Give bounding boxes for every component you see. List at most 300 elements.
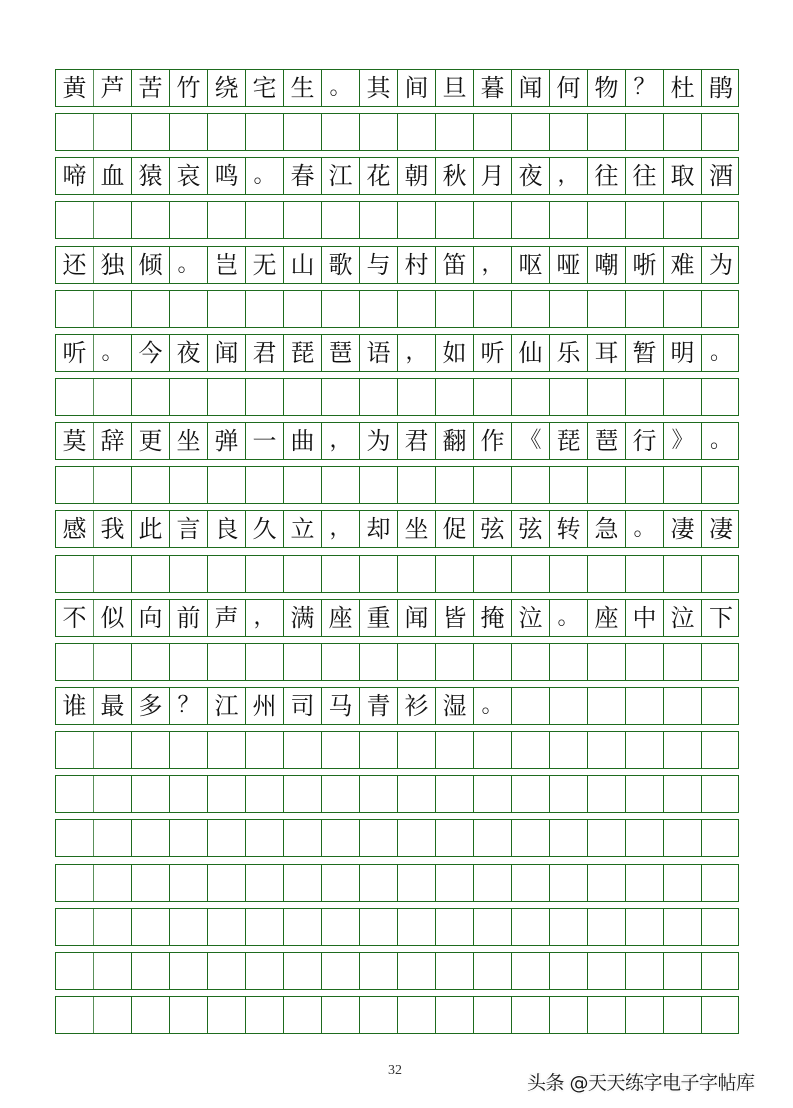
practice-cell [512,114,550,150]
character-cell: 琶 [322,335,360,371]
character-cell: 满 [284,600,322,636]
practice-cell [664,820,702,856]
practice-cell [550,865,588,901]
practice-cell [702,379,740,415]
practice-cell [550,909,588,945]
character-cell: 往 [626,158,664,194]
practice-cell [246,467,284,503]
practice-cell [626,997,664,1033]
practice-cell [436,953,474,989]
practice-cell [170,114,208,150]
character-cell: 泣 [512,600,550,636]
blank-practice-row [55,775,739,813]
character-cell: 乐 [550,335,588,371]
character-cell: 却 [360,511,398,547]
character-cell: 座 [322,600,360,636]
practice-cell [436,865,474,901]
practice-cell [588,114,626,150]
practice-cell [208,291,246,327]
practice-cell [284,997,322,1033]
practice-cell [208,776,246,812]
character-cell: 猿 [132,158,170,194]
practice-cell [246,820,284,856]
character-cell: 凄 [664,511,702,547]
practice-cell [588,953,626,989]
practice-cell [588,865,626,901]
character-cell: 我 [94,511,132,547]
practice-cell [56,644,94,680]
practice-cell [588,820,626,856]
character-cell: 独 [94,247,132,283]
empty-cell [664,688,702,724]
practice-cell [626,953,664,989]
practice-cell [208,997,246,1033]
practice-cell [588,556,626,592]
practice-cell [56,909,94,945]
character-cell: 听 [56,335,94,371]
character-cell: 久 [246,511,284,547]
practice-cell [474,556,512,592]
practice-cell [702,820,740,856]
practice-cell [56,865,94,901]
practice-cell [170,379,208,415]
text-row [55,157,739,195]
practice-cell [132,291,170,327]
practice-cell [170,732,208,768]
character-cell: 此 [132,511,170,547]
character-cell: 秋 [436,158,474,194]
practice-cell [360,202,398,238]
character-cell: 鹃 [709,74,733,102]
character-cell: 为 [709,250,733,279]
character-cell: 琶 [588,423,626,459]
practice-cell [360,776,398,812]
character-cell: 暂 [626,335,664,371]
practice-cell [702,556,740,592]
character-cell: 月 [474,158,512,194]
practice-cell [512,997,550,1033]
practice-cell [132,114,170,150]
practice-cell [626,776,664,812]
character-cell: 湿 [436,688,474,724]
character-cell: 芦 [94,70,132,106]
character-cell: 弹 [208,423,246,459]
practice-cell [360,997,398,1033]
punctuation-cell: ， [550,158,588,194]
practice-cell [702,202,740,238]
practice-cell [56,776,94,812]
practice-cell [588,776,626,812]
practice-cell [132,820,170,856]
practice-cell [56,997,94,1033]
practice-cell [284,776,322,812]
practice-cell [322,909,360,945]
character-cell: 暮 [474,70,512,106]
practice-cell [246,644,284,680]
character-cell: 谁 [56,688,94,724]
character-cell: 夜 [170,335,208,371]
practice-cell [436,556,474,592]
practice-cell [436,114,474,150]
practice-cell [208,865,246,901]
character-cell: 君 [398,423,436,459]
practice-cell [626,865,664,901]
practice-cell [94,865,132,901]
character-cell: 座 [588,600,626,636]
practice-cell [436,776,474,812]
practice-cell [94,644,132,680]
practice-cell [512,556,550,592]
practice-cell [132,644,170,680]
practice-cell [208,644,246,680]
character-cell: 促 [436,511,474,547]
practice-cell [132,909,170,945]
practice-cell [94,556,132,592]
practice-cell [284,820,322,856]
text-row [55,599,739,637]
character-cell: 似 [94,600,132,636]
practice-cell [474,291,512,327]
text-row [55,334,739,372]
character-cell: 青 [360,688,398,724]
practice-cell [664,467,702,503]
blank-practice-row [55,908,739,946]
character-cell: 中 [626,600,664,636]
practice-cell [94,997,132,1033]
punctuation-cell: 。 [94,335,132,371]
empty-cell [512,688,550,724]
character-cell: 耳 [588,335,626,371]
practice-cell [94,114,132,150]
character-cell: 下 [709,603,733,632]
text-row [55,69,739,107]
empty-cell [702,688,740,724]
character-cell: 琵 [550,423,588,459]
character-cell: 生 [284,70,322,106]
punctuation-cell: 》 [664,423,702,459]
practice-cell [664,997,702,1033]
practice-cell [664,379,702,415]
character-cell: 急 [588,511,626,547]
practice-cell [284,953,322,989]
practice-cell [398,997,436,1033]
practice-cell [170,467,208,503]
practice-cell [436,820,474,856]
blank-practice-row [55,996,739,1034]
character-cell: 物 [588,70,626,106]
text-row [55,510,739,548]
text-row [55,422,739,460]
practice-cell [360,467,398,503]
practice-cell [208,202,246,238]
character-cell: 辞 [94,423,132,459]
practice-cell [398,202,436,238]
practice-cell [550,776,588,812]
character-cell: 泣 [664,600,702,636]
practice-cell [664,732,702,768]
punctuation-cell: 。 [550,600,588,636]
character-cell: 往 [588,158,626,194]
practice-cell [512,820,550,856]
practice-cell [474,379,512,415]
character-cell: 杜 [664,70,702,106]
character-cell: 感 [56,511,94,547]
practice-cell [626,644,664,680]
practice-cell [284,467,322,503]
practice-cell [664,953,702,989]
practice-cell [512,202,550,238]
character-cell: 哳 [626,247,664,283]
practice-cell [550,953,588,989]
practice-cell [512,291,550,327]
punctuation-cell: ， [398,335,436,371]
practice-cell [94,820,132,856]
character-cell: 花 [360,158,398,194]
practice-cell [512,909,550,945]
practice-cell [246,379,284,415]
practice-cell [94,379,132,415]
character-cell: 竹 [170,70,208,106]
practice-cell [322,776,360,812]
practice-cell [664,909,702,945]
practice-cell [56,379,94,415]
practice-cell [322,114,360,150]
character-cell: 声 [208,600,246,636]
character-cell: 弦 [512,511,550,547]
practice-cell [360,953,398,989]
character-cell: 呕 [512,247,550,283]
practice-cell [550,997,588,1033]
character-cell: 曲 [284,423,322,459]
practice-cell [702,467,740,503]
practice-cell [322,556,360,592]
practice-cell [436,291,474,327]
practice-cell [512,644,550,680]
character-cell: 旦 [436,70,474,106]
practice-cell [246,202,284,238]
practice-cell [398,820,436,856]
practice-cell [322,953,360,989]
punctuation-cell: 。 [709,339,732,365]
blank-practice-row [55,201,739,239]
practice-cell [246,997,284,1033]
practice-cell [398,776,436,812]
practice-cell [626,909,664,945]
practice-cell [208,556,246,592]
practice-cell [322,732,360,768]
practice-cell [436,379,474,415]
punctuation-cell: 。 [246,158,284,194]
practice-cell [474,953,512,989]
practice-cell [702,732,740,768]
practice-cell [132,467,170,503]
practice-cell [626,467,664,503]
character-cell: 夜 [512,158,550,194]
practice-cell [702,114,740,150]
blank-practice-row [55,290,739,328]
character-cell: 血 [94,158,132,194]
practice-cell [664,291,702,327]
character-cell: 翻 [436,423,474,459]
character-cell: 掩 [474,600,512,636]
practice-cell [170,291,208,327]
character-cell: 坐 [398,511,436,547]
character-cell: 村 [398,247,436,283]
practice-cell [132,865,170,901]
practice-cell [702,909,740,945]
character-cell: 衫 [398,688,436,724]
practice-cell [664,114,702,150]
practice-cell [284,202,322,238]
practice-cell [360,820,398,856]
practice-cell [170,953,208,989]
practice-cell [626,820,664,856]
punctuation-cell: ？ [626,70,664,106]
character-cell: 倾 [132,247,170,283]
punctuation-cell: ， [474,247,512,283]
practice-cell [626,732,664,768]
page-number: 32 [388,1063,402,1078]
practice-cell [94,909,132,945]
character-cell: 闻 [208,335,246,371]
practice-cell [588,732,626,768]
practice-cell [322,291,360,327]
practice-cell [474,644,512,680]
practice-cell [626,556,664,592]
practice-cell [398,114,436,150]
character-cell: 与 [360,247,398,283]
practice-cell [664,644,702,680]
practice-cell [132,776,170,812]
character-cell: 语 [360,335,398,371]
practice-cell [588,467,626,503]
character-cell: 莫 [56,423,94,459]
practice-cell [94,776,132,812]
practice-cell [284,291,322,327]
character-cell: 江 [322,158,360,194]
practice-cell [512,953,550,989]
practice-cell [436,467,474,503]
practice-cell [360,114,398,150]
character-cell: 闻 [512,70,550,106]
practice-cell [94,732,132,768]
practice-cell [550,467,588,503]
practice-cell [170,997,208,1033]
practice-cell [398,379,436,415]
practice-cell [284,556,322,592]
character-cell: 琵 [284,335,322,371]
practice-cell [550,556,588,592]
practice-cell [246,114,284,150]
practice-cell [512,379,550,415]
practice-cell [94,202,132,238]
practice-cell [702,953,740,989]
practice-cell [664,776,702,812]
practice-cell [360,379,398,415]
practice-cell [474,776,512,812]
practice-cell [588,997,626,1033]
practice-cell [56,467,94,503]
practice-cell [94,467,132,503]
blank-practice-row [55,643,739,681]
character-cell: 笛 [436,247,474,283]
practice-cell [246,291,284,327]
character-cell: 弦 [474,511,512,547]
character-cell: 州 [246,688,284,724]
practice-cell [246,865,284,901]
practice-cell [550,379,588,415]
character-cell: 岂 [208,247,246,283]
practice-cell [664,202,702,238]
blank-practice-row [55,378,739,416]
character-cell: 一 [246,423,284,459]
practice-cell [550,291,588,327]
character-cell: 言 [170,511,208,547]
character-cell: 嘲 [588,247,626,283]
practice-cell [626,379,664,415]
practice-cell [436,202,474,238]
punctuation-cell: 。 [170,247,208,283]
character-cell: 皆 [436,600,474,636]
practice-cell [246,732,284,768]
practice-cell [398,953,436,989]
practice-cell [588,202,626,238]
practice-cell [550,114,588,150]
blank-practice-row [55,466,739,504]
character-cell: 鸣 [208,158,246,194]
practice-cell [246,556,284,592]
practice-cell [56,953,94,989]
practice-cell [208,953,246,989]
practice-cell [360,556,398,592]
practice-cell [398,732,436,768]
character-cell: 间 [398,70,436,106]
practice-cell [474,467,512,503]
practice-cell [512,776,550,812]
character-cell: 啼 [56,158,94,194]
punctuation-cell: 。 [626,511,664,547]
practice-cell [56,202,94,238]
practice-cell [360,291,398,327]
character-cell: 朝 [398,158,436,194]
practice-cell [208,379,246,415]
character-cell: 如 [436,335,474,371]
practice-cell [246,909,284,945]
practice-cell [246,953,284,989]
character-cell: 君 [246,335,284,371]
character-cell: 不 [56,600,94,636]
practice-cell [246,776,284,812]
character-cell: 闻 [398,600,436,636]
character-cell: 明 [664,335,702,371]
practice-cell [702,644,740,680]
practice-cell [132,953,170,989]
character-cell: 仙 [512,335,550,371]
character-cell: 哀 [170,158,208,194]
practice-cell [512,467,550,503]
practice-cell [550,202,588,238]
practice-cell [436,732,474,768]
practice-cell [360,865,398,901]
blank-practice-row [55,819,739,857]
character-cell: 转 [550,511,588,547]
character-cell: 春 [284,158,322,194]
practice-cell [170,776,208,812]
punctuation-cell: 《 [512,423,550,459]
practice-cell [702,865,740,901]
practice-cell [436,997,474,1033]
practice-cell [398,291,436,327]
